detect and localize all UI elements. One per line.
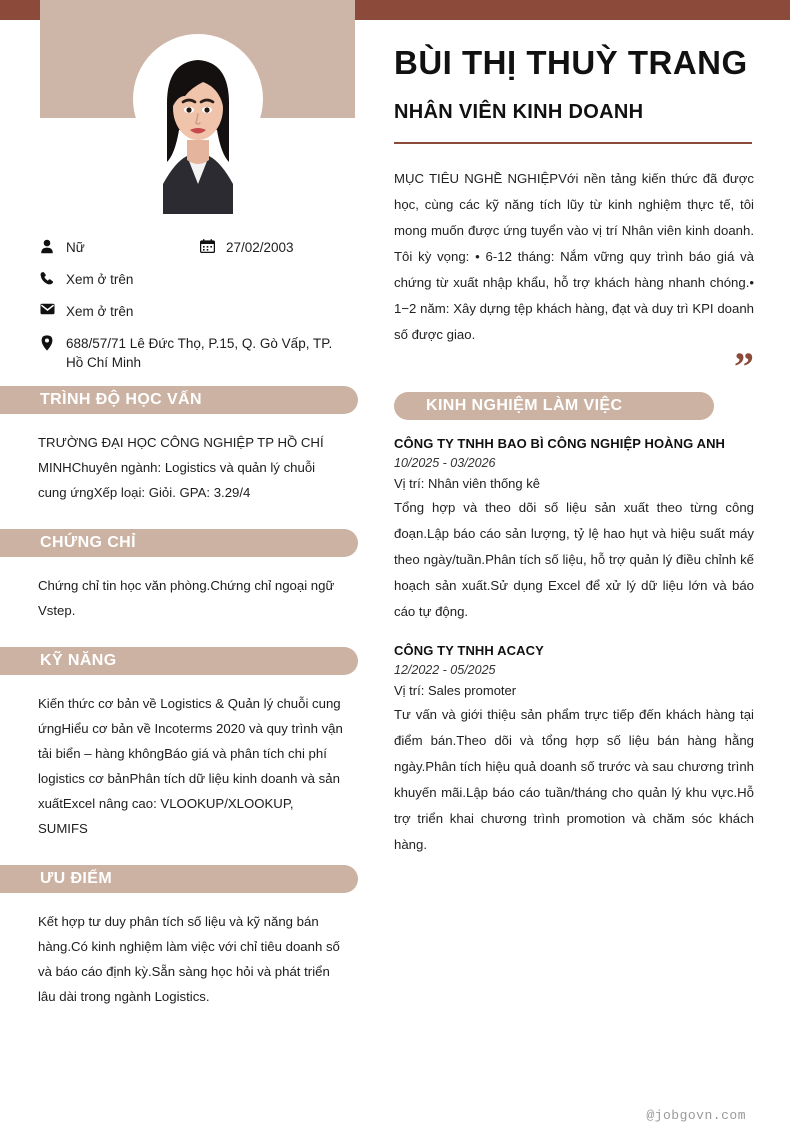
experience-position: Vị trí: Nhân viên thống kê [394,476,540,491]
contact-item-address [38,334,339,372]
experience-date: 10/2025 - 03/2026 [394,456,496,470]
phone-icon [38,271,56,285]
header-divider [394,142,752,144]
section-header-experience [394,392,714,420]
envelope-icon [38,303,56,315]
footer-watermark: @jobgovn.com [646,1108,746,1123]
person-icon [38,239,56,254]
contact-email-value: Xem ở trên [66,304,134,319]
experience-description: Tư vấn và giới thiệu sản phẩm trực tiếp đến khách hàng tại điểm bán.Theo dõi và tổng hợp số liệu bán hàng hằng ngày.Phân tích hiệu quả doanh số trước và sau chương trình khuyến mãi.Lập báo cáo tuần/tháng cho quản lý khu vực.Hỗ trợ triển khai chương trình promotion và chăm sóc khách hàng. [394,707,754,852]
section-title-education: TRÌNH ĐỘ HỌC VẤN [40,391,202,408]
left-column [0,238,375,1031]
section-certificates [0,529,375,623]
section-body-strengths: Kết hợp tư duy phân tích số liệu và kỹ năng bán hàng.Có kinh nghiệm làm việc với chỉ tiêu doanh số và báo cáo định kỳ.Sẵn sàng học hỏi và phát triển lâu dài trong ngành Logistics. [38,914,340,1004]
section-skills [0,647,375,841]
quote-icon: ” [734,344,754,389]
section-header-certificates [0,529,358,557]
experience-position: Vị trí: Sales promoter [394,683,517,698]
right-column [394,40,754,858]
contact-block [0,238,375,372]
section-header-strengths [0,865,358,893]
experience-description: Tổng hợp và theo dõi số liệu sản xuất theo từng công đoạn.Lập báo cáo sản lượng, tỷ lệ hao hụt và hiệu suất máy theo ngày/tuần.Phân tích số liệu, hỗ trợ quản lý điều chỉnh kế hoạch sản xuất.Sử dụng Excel để xử lý dữ liệu lớn và báo cáo tự động. [394,500,754,619]
section-title-strengths: ƯU ĐIỂM [40,870,113,887]
section-header-education [0,386,358,414]
map-pin-icon [38,335,56,351]
contact-item-phone [38,270,339,289]
contact-row-gender-birthdate [38,238,339,257]
section-title-certificates: CHỨNG CHỈ [40,534,136,551]
contact-phone-value: Xem ở trên [66,272,134,287]
experience-item [394,643,754,858]
contact-item-email [38,302,339,321]
contact-row-phone [38,270,339,289]
contact-row-address [38,334,339,372]
contact-item-gender [38,238,198,257]
experience-item [394,436,754,625]
contact-row-email [38,302,339,321]
section-body-skills: Kiến thức cơ bản về Logistics & Quản lý chuỗi cung ứngHiểu cơ bản về Incoterms 2020 và quy trình vận tải biển – hàng khôngBáo giá và phân tích chi phí logistics cơ bảnPhân tích dữ liệu kinh doanh và sản xuấtExcel nâng cao: VLOOKUP/XLOOKUP, SUMIFS [38,696,343,836]
contact-item-birthdate [198,238,339,257]
section-title-experience: KINH NGHIỆM LÀM VIỆC [426,397,623,414]
experience-date: 12/2022 - 05/2025 [394,663,496,677]
experience-company: CÔNG TY TNHH BAO BÌ CÔNG NGHIỆP HOÀNG ANH [394,436,726,451]
contact-gender-value: Nữ [66,240,85,255]
avatar [133,34,263,214]
page-title: BÙI THỊ THUỲ TRANG [394,44,748,81]
portrait-image [133,34,263,214]
job-role-subtitle: NHÂN VIÊN KINH DOANH [394,101,644,123]
calendar-icon [198,239,216,253]
section-strengths [0,865,375,1009]
section-education [0,386,375,505]
career-objective-text: MỤC TIÊU NGHỀ NGHIỆPVới nền tảng kiến thức đã được học, cùng các kỹ năng tích lũy từ kinh nghiệm thực tế, tôi mong muốn được ứng tuyển vào vị trí Nhân viên kinh doanh. Tôi kỳ vọng: • 6-12 tháng: Nắm vững quy trình báo giá và chứng từ xuất nhập khẩu, hỗ trợ khách hàng nhanh chóng.• 1−2 năm: Xây dựng tệp khách hàng, đạt và duy trì KPI doanh số được giao. [394,171,754,342]
contact-address-value: 688/57/71 Lê Đức Thọ, P.15, Q. Gò Vấp, TP. Hồ Chí Minh [66,336,333,370]
contact-birthdate-value: 27/02/2003 [226,240,294,255]
section-title-skills: KỸ NĂNG [40,652,117,669]
section-body-education: TRƯỜNG ĐẠI HỌC CÔNG NGHIỆP TP HỒ CHÍ MINHChuyên ngành: Logistics và quản lý chuỗi cung ứngXếp loại: Giỏi. GPA: 3.29/4 [38,435,324,500]
experience-company: CÔNG TY TNHH ACACY [394,643,544,658]
section-header-skills [0,647,358,675]
section-body-certificates: Chứng chỉ tin học văn phòng.Chứng chỉ ngoại ngữ Vstep. [38,578,335,618]
